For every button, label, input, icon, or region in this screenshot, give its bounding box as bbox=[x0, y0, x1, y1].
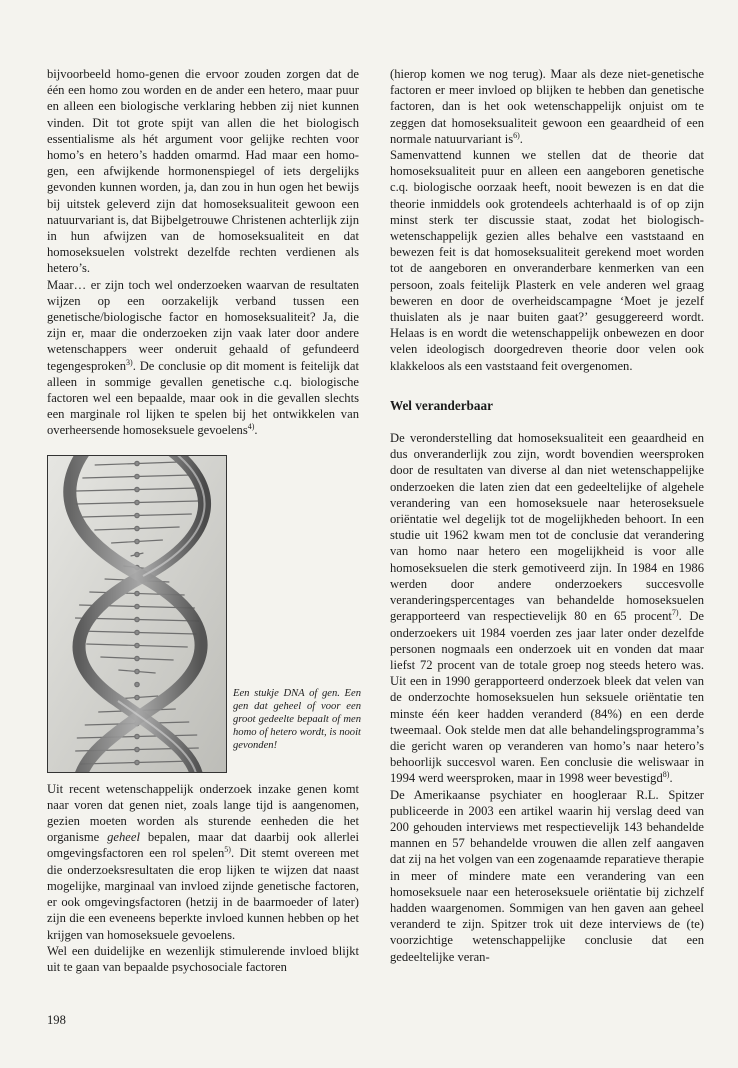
base-pair-node bbox=[135, 474, 139, 478]
footnote-ref: 5) bbox=[224, 845, 231, 855]
paragraph: Wel een duidelijke en wezenlijk stimulerende invloed blijkt uit te gaan van bepaalde psychosociale factoren bbox=[47, 943, 359, 974]
figure-caption: Een stukje DNA of gen. Een gen dat geheel of voor een groot gedeelte bepaalt of men homo of hetero wordt, is nooit gevonden! bbox=[233, 687, 361, 751]
base-pair-node bbox=[135, 617, 139, 621]
base-pair-node bbox=[135, 760, 139, 764]
base-pair-node bbox=[135, 669, 139, 673]
paragraph: bijvoorbeeld homo-genen die ervoor zouden zorgen dat de één een homo zou worden en de ander een hetero, maar puur en alleen een biologische verklaring hebben zij niet kunnen vinden. Dit tot grote spijt van allen die het biologisch essentialisme als hét argument voor gelijke rechten voor homo’s en hetero’s hadden omarmd. Had maar een homo-gen, een afwijkende hormonenspiegel of iets dergelijks gevonden kunnen worden, ja, dan zou in hun ogen het bewijs bij uitstek geleverd zijn dat homoseksualiteit gewoon een natuurvariant is, dat Bijbelgetrouwe Christenen achterlijk zijn in hun afwijzen van de homoseksualiteit en dat homoseksuelen volstrekt dezelfde rechten verdienen als hetero’s. bbox=[47, 67, 359, 276]
page-number: 198 bbox=[47, 1013, 66, 1027]
base-pair-node bbox=[135, 591, 139, 595]
base-pair-node bbox=[135, 461, 139, 465]
base-pair-node bbox=[135, 552, 139, 556]
paragraph: Samenvattend kunnen we stellen dat de theorie dat homoseksualiteit puur en alleen een aangeboren genetische c.q. biologische oorzaak heeft, nooit bewezen is en dat die theorie inmiddels ook grotendeels achterhaald is of op zijn minst sterk ter discussie staat, zodat het biologisch-wetenschappelijk gezien alles behalve een vaststaand en bewezen feit is dat homoseksualiteit gerekend moet worden tot de aangeboren en onveranderbare kenmerken van een persoon, zoals feitelijk Plasterk en vele anderen wel graag beweren en door de overheidscampagne ‘Moet je jezelf thuislaten als je naar buiten gaat?’ gesuggereerd wordt. Helaas is en wordt die wetenschappelijk onbewezen en door velen ideologisch doorgedreven theorie door velen ook klakkeloos als een vaststaand feit overgenomen. bbox=[390, 148, 704, 373]
paragraph: Maar… er zijn toch wel onderzoeken waarvan de resultaten wijzen op een oorzakelijk verband tussen een genetische/biologische factor en homoseksualiteit? Ja, die zijn er, maar die onderzoeken zijn vaak later door andere wetenschappers weer onderuit gehaald of gefundeerd tegengesproken$^{3)}$. De conclusie op dit moment is feitelijk dat alleen in sommige gevallen genetische c.q. biologische factoren wel een bepaalde, maar ook in die gevallen slechts een marginale rol lijken te spelen bij het ontwikkelen van overheersende homoseksuele gevoelens$^{4)}$. bbox=[47, 277, 359, 438]
paragraph: Uit recent wetenschappelijk onderzoek inzake genen komt naar voren dat genen niet, zoals lange tijd is aangenomen, gezien moeten worden als sturende eenheden die het organisme geheel bepalen, maar dat daarbij ook allerlei omgevingsfactoren een rol spelen$^{5)}$. Dit stemt overeen met die onderzoeksresultaten die erop lijken te wijzen dat naast mogelijke, marginaal van invloed zijnde genetische factoren, er ook omgevingsfactoren (hetzij in de baarmoeder of later) zijn die een eveneens beperkte invloed kunnen hebben op het krijgen van homoseksuele gevoelens. bbox=[47, 781, 360, 942]
footnote-ref: 7) bbox=[671, 608, 679, 618]
dna-image bbox=[47, 455, 227, 773]
base-pair-node bbox=[135, 682, 139, 686]
base-pair-node bbox=[135, 643, 139, 647]
left-column bbox=[47, 66, 359, 975]
footnote-ref: 4) bbox=[247, 422, 255, 432]
dna-helix-illustration bbox=[48, 456, 226, 772]
base-pair-node bbox=[135, 487, 139, 491]
footnote-ref: 3) bbox=[126, 357, 133, 367]
section-heading: Wel veranderbaar bbox=[390, 397, 493, 413]
base-pair-node bbox=[135, 526, 139, 530]
footnote-ref: 8) bbox=[662, 770, 670, 780]
base-pair-node bbox=[135, 747, 139, 751]
base-pair-node bbox=[135, 539, 139, 543]
base-pair-node bbox=[135, 695, 139, 699]
paragraph: De veronderstelling dat homoseksualiteit een geaardheid en dus onveranderlijk zou zijn, wordt bovendien weersproken door de resultaten van diverse al dan niet wetenschappelijke onderzoeken die laten zien dat een gedeeltelijke of algehele verandering van een homoseksuele naar heteroseksuele oriëntatie wel degelijk tot de mogelijkheden behoort. In een studie uit 1962 kwam men tot de conclusie dat verandering van homo naar hetero een mogelijkheid is voor alle homoseksuelen die sterk gemotiveerd zijn. In 1984 en 1986 werden door andere onderzoekers succesvolle veranderingspercentages van behandelde homoseksuelen gerapporteerd van respectievelijk 80 en 65 procent$^{7)}$. De onderzoekers uit 1984 voerden zes jaar later onder dezelfde personen nogmaals een onderzoek uit en vonden dat maar liefst 72 procent van de totale groep nog steeds hetero was. Uit een in 1990 gerapporteerd onderzoek bleek dat velen van de onderzochte homoseksuelen hun seksuele oriëntatie ten minste één keer hadden veranderd (84%) en een derde tweemaal. Ook stelde men dat alle behandelingsprogramma’s die gericht waren op veranderen van homo’s naar hetero’s behoorlijk succesvol waren. Een conclusie die weliswaar in 1994 werd weersproken, maar in 1998 weer bevestigd$^{8)}$. bbox=[390, 431, 704, 786]
footnote-ref: 6) bbox=[513, 130, 520, 140]
paragraph: De Amerikaanse psychiater en hoogleraar R.L. Spitzer publiceerde in 2003 een artikel waarin hij verslag deed van 200 gehouden interviews met respectievelijk 143 behandelde mannen en 57 behandelde vrouwen die allen zelf aangaven dat zij na het volgen van een zogenaamde reparatieve therapie in meer of mindere mate een verandering van een homoseksuele naar een heteroseksuele oriëntatie bij zichzelf hadden waargenomen. Sommigen van hen gaven aan geheel veranderd te zijn. Spitzer trok uit deze interviews de (te) voorzichtige wetenschappelijke conclusie dat een gedeeltelijke veran- bbox=[390, 787, 704, 964]
base-pair-node bbox=[135, 630, 139, 634]
base-pair-node bbox=[135, 513, 139, 517]
right-column bbox=[390, 66, 704, 965]
base-pair-node bbox=[135, 734, 139, 738]
base-pair-node bbox=[135, 604, 139, 608]
dna-figure bbox=[47, 455, 359, 773]
paragraph: (hierop komen we nog terug). Maar als deze niet-genetische factoren er meer invloed op blijken te hebben dan genetische factoren, dan is het ook wetenschappelijk onjuist om te zeggen dat homoseksualiteit gewoon een geaardheid of een normale natuurvariant $is^{6)}$. bbox=[390, 67, 704, 146]
base-pair-node bbox=[135, 656, 139, 660]
base-pair-node bbox=[135, 500, 139, 504]
